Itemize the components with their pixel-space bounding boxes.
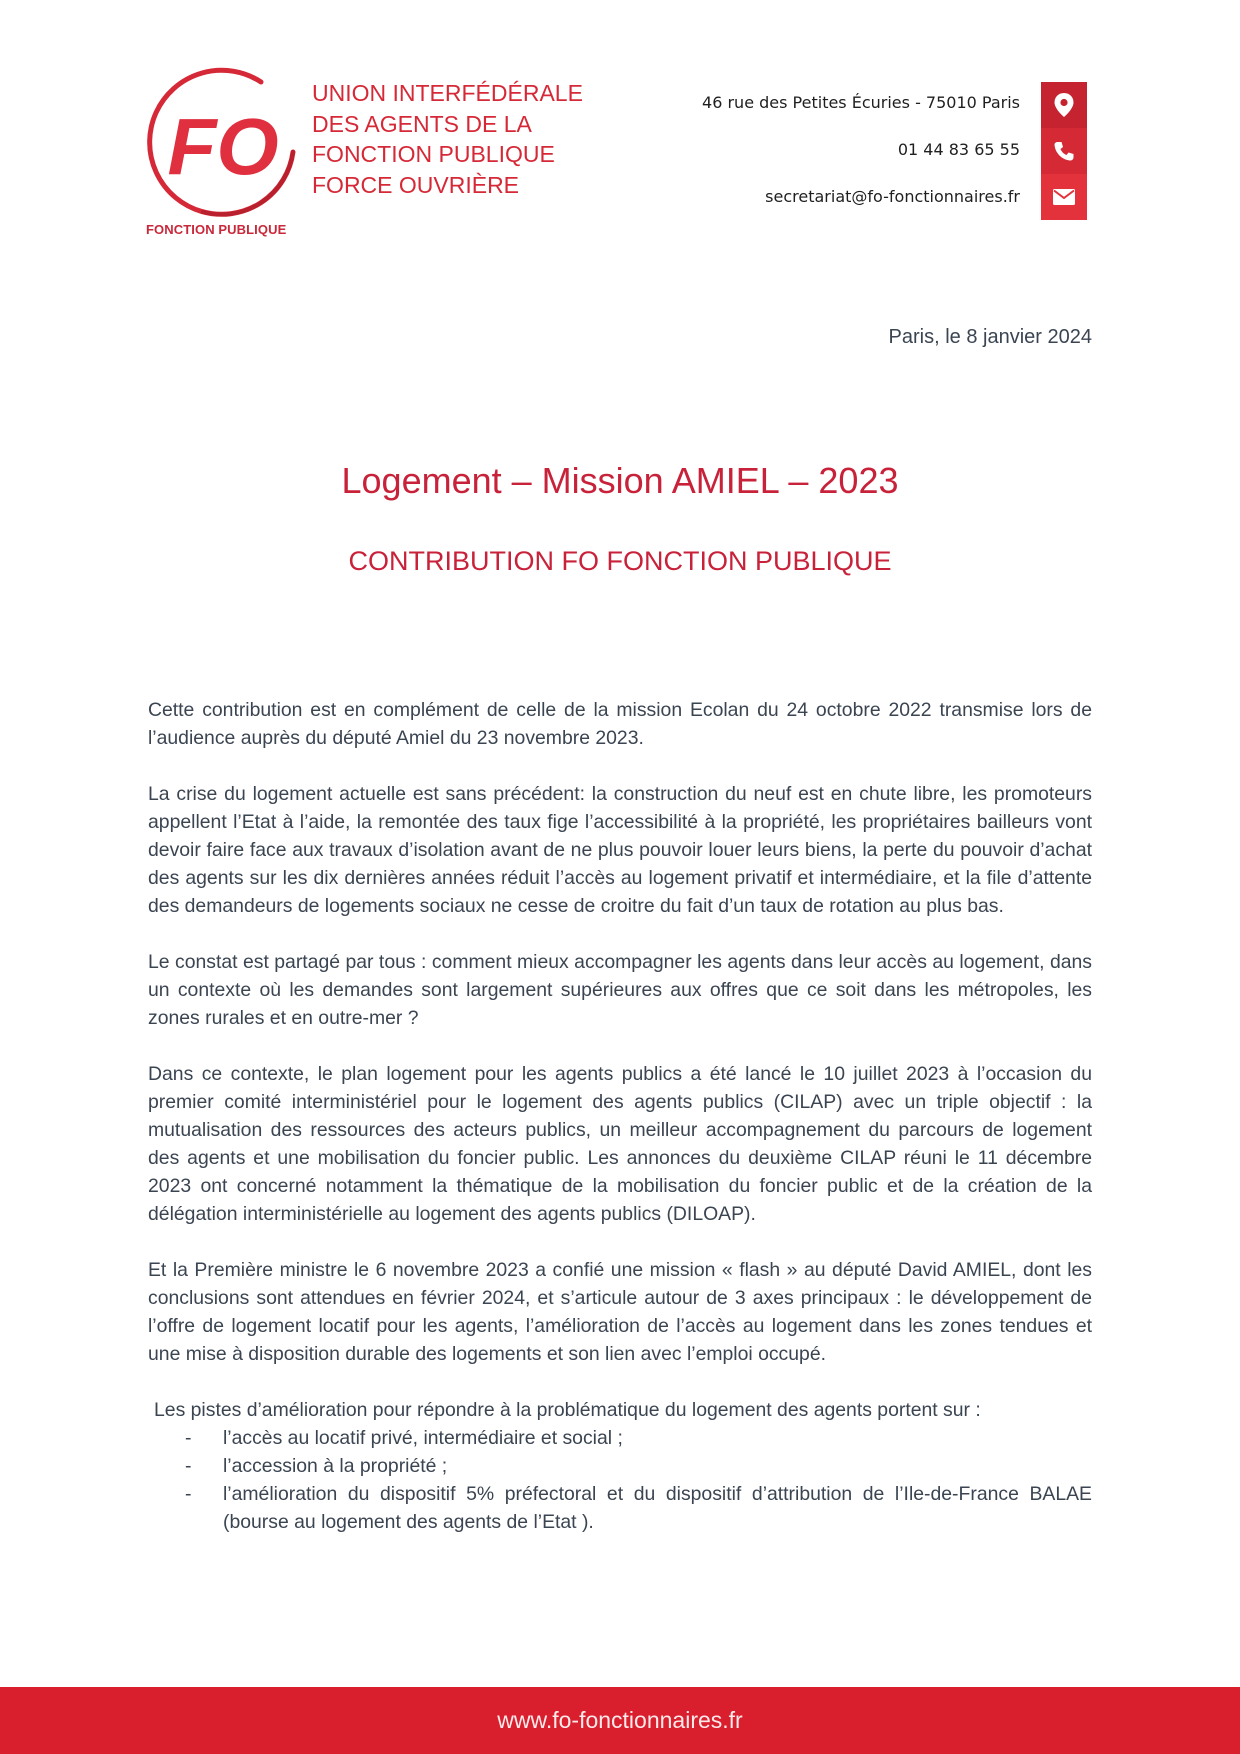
- list-item-text: l’accession à la propriété ;: [223, 1455, 448, 1477]
- document-body: [148, 696, 1092, 1536]
- body-paragraph: Et la Première ministre le 6 novembre 2023 a confié une mission « flash » au député David AMIEL, dont les conclusions sont attendues en février 2024, et s’articule autour de 3 axes principaux : le développement de l’offre de logement locatif pour les agents, l’amélioration de l’accès au logement dans les zones tendues et une mise à disposition durable des logements et son lien avec l’emploi occupé.: [148, 1259, 1092, 1365]
- bullet-dash: -: [185, 1427, 192, 1449]
- list-item: [148, 1452, 1092, 1480]
- logo-caption: FONCTION PUBLIQUE: [146, 222, 287, 237]
- body-paragraph: Cette contribution est en complément de celle de la mission Ecolan du 24 octobre 2022 transmise lors de l’audience auprès du député Amiel du 23 novembre 2023.: [148, 699, 1092, 749]
- bullet-dash: -: [185, 1483, 192, 1505]
- list-item-text: l’accès au locatif privé, intermédiaire et social ;: [223, 1427, 623, 1449]
- map-pin-icon: [1041, 82, 1087, 128]
- improvement-list: [148, 1424, 1092, 1536]
- org-name-line: FONCTION PUBLIQUE: [312, 141, 555, 167]
- email-link[interactable]: secretariat@fo-fonctionnaires.fr: [765, 187, 1020, 206]
- document-subtitle: CONTRIBUTION FO FONCTION PUBLIQUE: [348, 546, 892, 576]
- logo-monogram: FO: [167, 102, 279, 191]
- body-paragraph: La crise du logement actuelle est sans précédent: la construction du neuf est en chute libre, les promoteurs appellent l’Etat à l’aide, la remontée des taux fige l’accessibilité à la propriété, les propriétaires bailleurs vont devoir faire face aux travaux d’isolation avant de ne plus pouvoir louer leurs biens, la perte du pouvoir d’achat des agents sur les dix dernières années réduit l’accès au logement privatif et intermédiaire, et la file d’attente des demandeurs de logements sociaux ne cesse de croitre du fait d’un taux de rotation au plus bas.: [148, 783, 1092, 917]
- org-name-line: DES AGENTS DE LA: [312, 110, 532, 137]
- list-intro: Les pistes d’amélioration pour répondre à la problématique du logement des agents portent sur :: [154, 1399, 981, 1421]
- body-paragraph: Dans ce contexte, le plan logement pour les agents publics a été lancé le 10 juillet 2023 à l’occasion du premier comité interministériel pour le logement des agents publics (CILAP) avec un triple objectif : la mutualisation des ressources des acteurs publics, un meilleur accompagnement du parcours de logement des agents et une mobilisation du foncier public. Les annonces du deuxième CILAP réuni le 11 décembre 2023 ont concerné notamment la thématique de la mobilisation du foncier public et de la création de la délégation interministérielle au logement des agents publics (DILOAP).: [148, 1063, 1092, 1225]
- list-item: [148, 1424, 1092, 1452]
- document-date: Paris, le 8 janvier 2024: [888, 326, 1092, 348]
- contact-info: [702, 83, 1020, 224]
- phone-icon: [1041, 128, 1087, 174]
- org-name-line: UNION INTERFÉDÉRALE: [312, 80, 583, 106]
- document-title: Logement – Mission AMIEL – 2023: [341, 460, 899, 501]
- mail-icon: [1041, 174, 1087, 220]
- organization-name: [312, 78, 583, 200]
- org-name-line: FORCE OUVRIÈRE: [312, 171, 520, 198]
- bullet-dash: -: [185, 1455, 192, 1477]
- body-paragraph: Le constat est partagé par tous : comment mieux accompagner les agents dans leur accès au logement, dans un contexte où les demandes sont largement supérieures aux offres que ce soit dans les métropoles, les zones rurales et en outre-mer ?: [148, 951, 1092, 1029]
- list-item-text: l’amélioration du dispositif 5% préfectoral et du dispositif d’attribution de l’Ile-de-France BALAE (bourse au logement des agents de l’Etat ).: [223, 1483, 1092, 1533]
- footer-bar: [0, 1687, 1240, 1754]
- fo-logo-mark: [143, 62, 303, 222]
- phone-text[interactable]: 01 44 83 65 55: [897, 140, 1020, 159]
- website-link[interactable]: www.fo-fonctionnaires.fr: [497, 1707, 743, 1733]
- fo-logo: [143, 62, 303, 237]
- contact-icon-column: [1041, 82, 1087, 220]
- address-text: 46 rue des Petites Écuries - 75010 Paris: [702, 93, 1020, 112]
- list-item: [148, 1480, 1092, 1536]
